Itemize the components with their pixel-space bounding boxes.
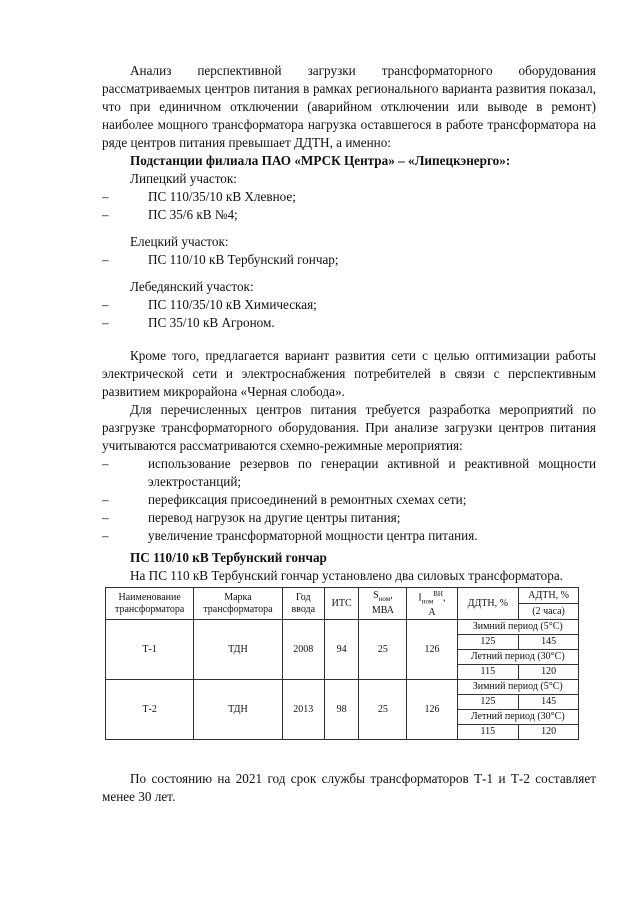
measures-list <box>102 455 596 545</box>
paragraph-development: Кроме того, предлагается вариант развития сети с целью оптимизации работы электрической сети и электроснабжения потребителей в связи с перспективным развитием микрорайона «Черная слобода». <box>102 348 596 399</box>
section-lebedyan-list <box>102 296 596 332</box>
table-row <box>106 620 579 635</box>
cell-summer-ddtn: 115 <box>457 665 519 680</box>
col-header-its: ИТС <box>324 588 359 620</box>
col-header-s-nom: $S_{ном}$, МВА <box>359 588 407 620</box>
cell-winter-label: Зимний период (5°С) <box>457 680 579 695</box>
paragraph-measures-intro: Для перечисленных центров питания требуется разработка мероприятий по разгрузке трансформаторного оборудования. При анализе загрузки центров питания учитываются рассматриваются схемно-режимные мероприятия: <box>102 402 596 453</box>
cell-winter-adtn: 145 <box>519 635 579 650</box>
paragraph-transformers-installed: На ПС 110 кВ Тербунский гончар установлено два силовых трансформатора. <box>130 568 563 583</box>
list-item: – увеличение трансформаторной мощности центра питания. <box>102 527 596 545</box>
cell-its: 98 <box>324 680 359 740</box>
cell-i-nom: 126 <box>407 680 457 740</box>
cell-winter-ddtn: 125 <box>457 695 519 710</box>
document-body <box>102 62 596 806</box>
col-header-brand: Марка трансформатора <box>194 588 282 620</box>
cell-brand: ТДН <box>194 620 282 680</box>
section-lebedyan-title: Лебедянский участок: <box>130 279 254 294</box>
paragraph-analysis: Анализ перспективной загрузки трансформаторного оборудования рассматриваемых центров питания в рамках регионального варианта развития показал, что при единичном отключении (аварийном отключении или выводе в ремонт) наиболее мощного трансформатора нагрузка оставшегося в работе трансформатора на ряде центров питания превышает ДДТН, а именно: <box>102 63 596 150</box>
paragraph-service-life: По состоянию на 2021 год срок службы трансформаторов Т-1 и Т-2 составляет менее 30 лет. <box>102 771 596 805</box>
cell-brand: ТДН <box>194 680 282 740</box>
transformer-table <box>105 587 579 740</box>
col-header-adtn-duration: (2 часа) <box>519 604 579 620</box>
list-item: – ПС 110/10 кВ Тербунский гончар; <box>102 251 596 269</box>
cell-name: Т-1 <box>106 620 194 680</box>
cell-year: 2013 <box>282 680 324 740</box>
cell-winter-adtn: 145 <box>519 695 579 710</box>
cell-summer-ddtn: 115 <box>457 725 519 740</box>
section-lipetsk-title: Липецкий участок: <box>130 171 237 186</box>
section-elets-title: Елецкий участок: <box>130 234 229 249</box>
heading-substations: Подстанции филиала ПАО «МРСК Центра» – «Липецкэнерго»: <box>130 153 511 168</box>
cell-year: 2008 <box>282 620 324 680</box>
heading-substation-terbunsky: ПС 110/10 кВ Тербунский гончар <box>130 550 327 565</box>
cell-summer-label: Летний период (30°С) <box>457 650 579 665</box>
cell-summer-label: Летний период (30°С) <box>457 710 579 725</box>
col-header-name: Наименование трансформатора <box>106 588 194 620</box>
section-lipetsk-list <box>102 188 596 224</box>
cell-winter-ddtn: 125 <box>457 635 519 650</box>
col-header-ddtn: ДДТН, % <box>457 588 519 620</box>
cell-summer-adtn: 120 <box>519 665 579 680</box>
list-item: – ПС 110/35/10 кВ Хлевное; <box>102 188 596 206</box>
list-item: – ПС 35/6 кВ №4; <box>102 206 596 224</box>
col-header-i-nom: $I_{ном}^{ВН}$, А <box>407 588 457 620</box>
cell-its: 94 <box>324 620 359 680</box>
table-row <box>106 680 579 695</box>
list-item: – перевод нагрузок на другие центры питания; <box>102 509 596 527</box>
list-item: – использование резервов по генерации активной и реактивной мощности электростанций; <box>102 455 596 491</box>
cell-name: Т-2 <box>106 680 194 740</box>
cell-i-nom: 126 <box>407 620 457 680</box>
list-item: – ПС 110/35/10 кВ Химическая; <box>102 296 596 314</box>
col-header-adtn: АДТН, % <box>519 588 579 604</box>
list-item: – перефиксация присоединений в ремонтных схемах сети; <box>102 491 596 509</box>
col-header-year: Год ввода <box>282 588 324 620</box>
list-item: – ПС 35/10 кВ Агроном. <box>102 314 596 332</box>
cell-s-nom: 25 <box>359 680 407 740</box>
section-elets-list <box>102 251 596 269</box>
cell-winter-label: Зимний период (5°С) <box>457 620 579 635</box>
cell-s-nom: 25 <box>359 620 407 680</box>
cell-summer-adtn: 120 <box>519 725 579 740</box>
table-header-row <box>106 588 579 604</box>
